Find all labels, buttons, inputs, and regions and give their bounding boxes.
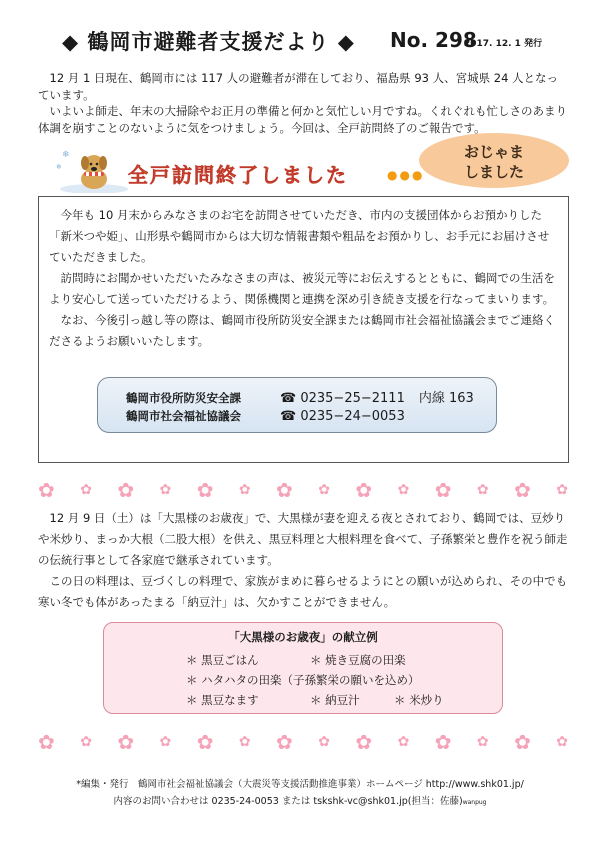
flower-icon: ✿ [318,482,330,498]
dog-mascot-illustration [54,147,134,193]
festival-paragraph: 12 月 9 日（土）は「大黒様のお歳夜」で、大黒様が妻を迎える夜とされており、鶴岡では、豆炒りや米炒り、まっか大根（二股大根）を供え、黒豆料理と大根料理を食べて、子孫繁栄と豊作を祝う師走の伝統行事として各家庭で継承されています。 [38,511,568,567]
flower-icon: ✿ [514,730,531,754]
footer-contact [0,793,600,807]
contact-org: 鶴岡市社会福祉協議会 [126,409,241,423]
menu-item: ＊ 焼き豆腐の田楽 [310,653,406,667]
flower-icon: ✿ [117,730,135,754]
visit-paragraph: なお、今後引っ越し等の際は、鶴岡市役所防災安全課または鶴岡市社会福祉協議会までご連絡くださるようお願いいたします。 [49,313,555,348]
flower-icon: ✿ [238,734,251,750]
menu-box [103,622,503,714]
festival-text [38,508,569,613]
flower-icon: ✿ [196,730,214,754]
intro-text [38,70,568,136]
visit-report-box [38,196,569,463]
flower-icon: ✿ [355,478,373,502]
contact-extension: 内線 163 [418,391,474,406]
flower-icon: ✿ [434,730,452,754]
flower-icon: ✿ [80,734,92,750]
speech-bubble [419,133,569,188]
svg-text:❄: ❄ [62,150,70,160]
flower-icon: ✿ [38,730,55,754]
visit-report-text [49,205,559,352]
visit-paragraph: 今年も 10 月末からみなさまのお宅を訪問させていただき、市内の支援団体からお預かりした「新米つや姫」、山形県や鶴岡市からは大切な情報書類や粗品をお預かりし、お手元にお届けさせていただきました。 [49,208,550,264]
heading-dots: ●●● [387,168,425,182]
flower-icon: ✿ [476,482,489,498]
flower-icon: ✿ [514,478,531,502]
issue-date: 2017. 12. 1 発行 [464,39,543,49]
flower-icon: ✿ [159,734,172,750]
menu-item: ＊ 納豆汁 [310,693,360,707]
festival-paragraph: この日の料理は、豆づくしの料理で、家族がまめに暮らせるようにとの願いが込められ、その中でも寒い冬でも体があったまる「納豆汁」は、欠かすことができません。 [38,574,568,609]
flower-icon: ✿ [238,482,251,498]
flower-icon: ✿ [159,482,172,498]
flower-icon: ✿ [434,478,452,502]
flower-icon: ✿ [397,734,410,750]
footer-contact-text: 内容のお問い合わせは 0235-24-0053 または tskshk-vc@shk01.jp(担当：佐藤) [113,796,463,807]
visit-paragraph: 訪問時にお聞かせいただいたみなさまの声は、被災元等にお伝えするとともに、鶴岡での生活をより安心して送っていただけるよう、関係機関と連携を深め引き続き支援を行なってまいります。 [49,271,555,306]
flower-divider-top [38,480,568,500]
intro-paragraph: 12 月 1 日現在、鶴岡市には 117 人の避難者が滞在しており、福島県 93 人、宮城県 24 人となっています。 [38,71,559,102]
flower-icon: ✿ [556,734,568,750]
menu-item: ＊ 黒豆ごはん [186,653,259,667]
flower-icon: ✿ [476,734,489,750]
contact-row [126,387,474,406]
flower-icon: ✿ [318,734,330,750]
bubble-line: しました [463,163,524,181]
intro-paragraph: いよいよ師走、年末の大掃除やお正月の準備と何かと気忙しい月ですね。くれぐれも忙しさのあまり体調を崩すことのないように気をつけましょう。今回は、全戸訪問終了のご報告です。 [38,104,567,135]
flower-icon: ✿ [276,730,293,754]
footer-publisher: *編集・発行 鶴岡市社会福祉協議会（大震災等支援活動推進事業）ホームページ http://www.shk01.jp/ [76,779,524,790]
contact-row [126,408,405,424]
flower-divider-bottom [38,732,568,752]
footer-tag: wanpug [462,799,487,806]
menu-item: ＊ 米炒り [394,693,444,707]
bubble-line: おじゃま [463,143,524,161]
menu-item: ＊ 黒豆なます [186,693,259,707]
menu-item: ＊ ハタハタの田楽（子孫繁栄の願いを込め） [186,673,420,687]
contact-phone: ☎ 0235−24−0053 [280,409,405,424]
flower-icon: ✿ [397,482,410,498]
flower-icon: ✿ [556,482,568,498]
flower-icon: ✿ [276,478,293,502]
menu-title: 「大黒様のお歳夜」の献立例 [228,630,378,644]
visit-section-heading: 全戸訪問終了しました [128,163,348,187]
flower-icon: ✿ [196,478,214,502]
svg-text:❄: ❄ [56,163,62,171]
contact-org: 鶴岡市役所防災安全課 [126,391,241,405]
flower-icon: ✿ [80,482,92,498]
contact-phone: ☎ 0235−25−2111 [280,391,405,406]
newsletter-header [62,26,570,60]
flower-icon: ✿ [355,730,373,754]
flower-icon: ✿ [117,478,135,502]
contact-info-box [97,377,497,433]
newsletter-title: ◆ 鶴岡市避難者支援だより ◆ [62,30,355,54]
issue-number: No. 298 [390,28,477,52]
flower-icon: ✿ [38,478,55,502]
